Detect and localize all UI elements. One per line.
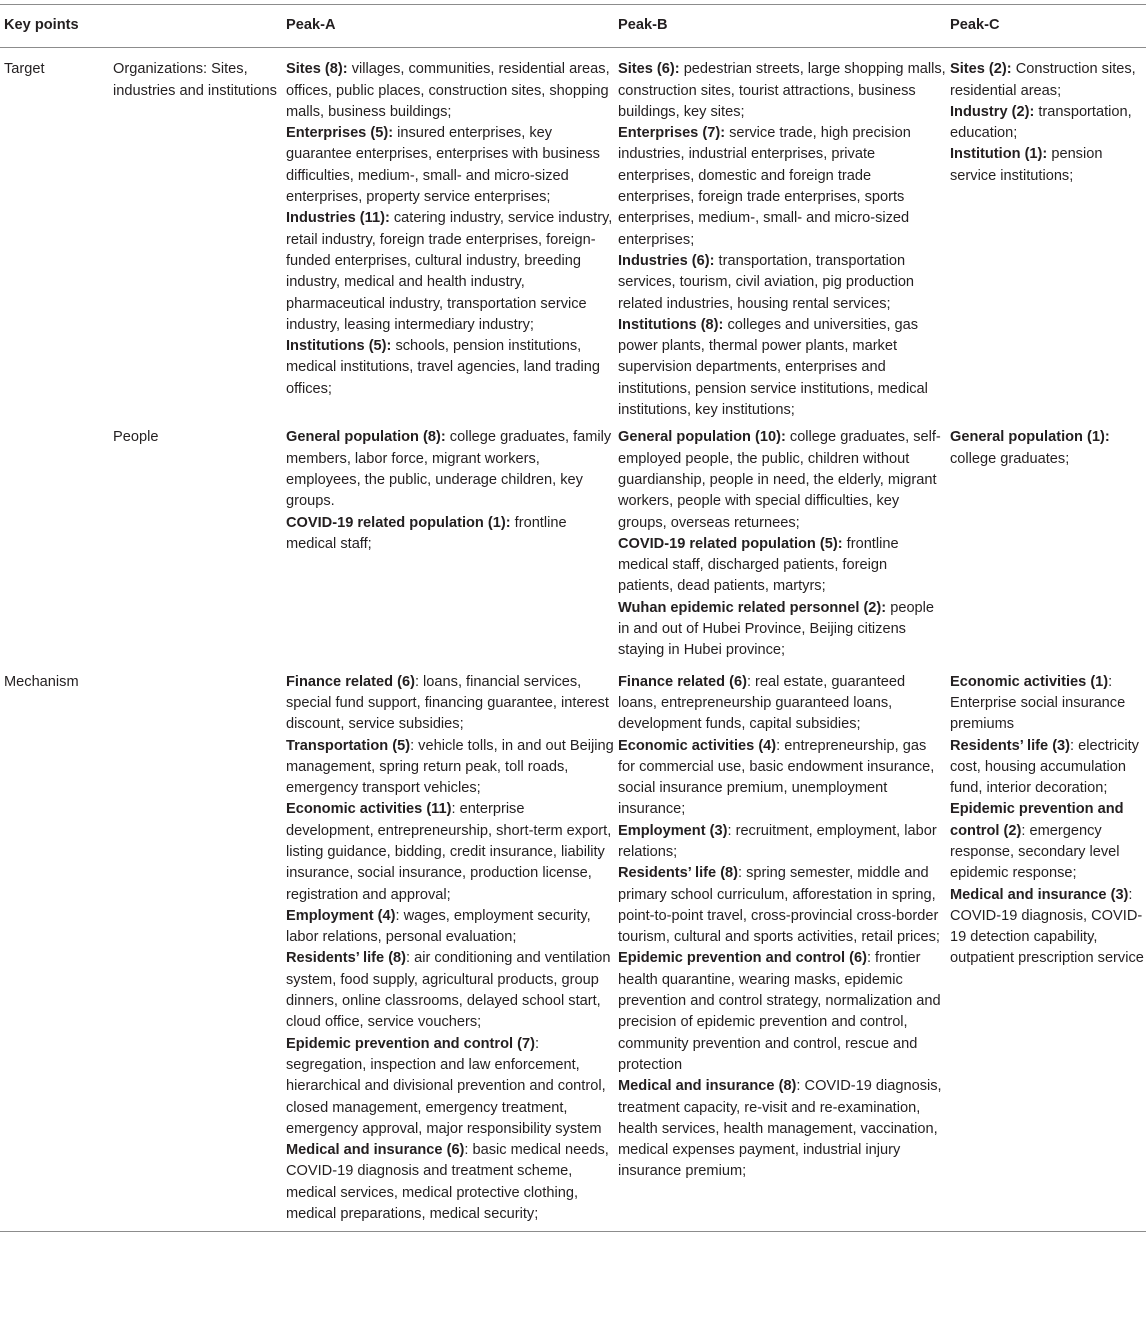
entry-text: frontline medical staff, discharged patients, foreign patients, dead patients, martyrs; xyxy=(618,535,899,595)
header-row xyxy=(0,5,1146,48)
entry-text: : Enterprise social insurance premiums xyxy=(950,673,1126,733)
cell-people-peak-a xyxy=(282,425,614,668)
cell-entry xyxy=(618,821,946,864)
entry-heading: General population (8): xyxy=(286,429,446,446)
cell-entry xyxy=(618,534,946,598)
cell-entry xyxy=(618,736,946,821)
cell-entry xyxy=(286,513,614,556)
cell-entry xyxy=(286,736,614,800)
entry-text: : vehicle tolls, in and out Beijing management, spring return peak, toll roads, emergency transport vehicles; xyxy=(286,737,614,797)
entry-heading: COVID-19 related population (1): xyxy=(286,514,511,531)
entry-heading: Medical and insurance (6) xyxy=(286,1142,465,1159)
entry-heading: Economic activities (1) xyxy=(950,673,1109,690)
entry-heading: Epidemic prevention and control (7) xyxy=(286,1035,535,1052)
cell-entry xyxy=(950,885,1146,970)
entry-text: : frontier health quarantine, wearing masks, epidemic prevention and control strategy, normalization and precision of epidemic prevention and control, community prevention and control, rescue and protection xyxy=(618,950,941,1073)
cell-entry xyxy=(618,59,946,123)
row-label-target: Target xyxy=(4,61,45,78)
table-row-mechanism xyxy=(0,669,1146,1232)
cell-org-peak-c xyxy=(946,48,1146,426)
entry-text: : COVID-19 diagnosis, treatment capacity, re-visit and re-examination, health services, health management, vaccination, medical expenses payment, industrial injury insurance premium; xyxy=(618,1078,942,1180)
entry-text: transportation, transportation services, tourism, civil aviation, pig production related industries, housing rental services; xyxy=(618,252,915,312)
cell-entry xyxy=(286,208,614,336)
cell-mech-peak-b xyxy=(614,669,946,1232)
header-key-points: Key points xyxy=(4,17,79,33)
cell-entry xyxy=(618,948,946,1076)
cell-entry xyxy=(618,1076,946,1182)
entry-heading: General population (10): xyxy=(618,429,786,446)
cell-mech-peak-c xyxy=(946,669,1146,1232)
cell-entry xyxy=(286,59,614,123)
cell-entry xyxy=(950,736,1146,800)
cell-mech-peak-a xyxy=(282,669,614,1232)
entry-heading: COVID-19 related population (5): xyxy=(618,535,843,552)
entry-heading: Epidemic prevention and control (2) xyxy=(950,801,1124,839)
entry-text: : segregation, inspection and law enforcement, hierarchical and divisional prevention and control, closed management, emergency treatment, emergency approval, major responsibility system xyxy=(286,1035,606,1137)
row-sublabel-organizations: Organizations: Sites, industries and institutions xyxy=(113,61,277,99)
entry-heading: Residents’ life (3) xyxy=(950,737,1071,754)
entry-heading: Finance related (6) xyxy=(286,673,415,690)
entry-text: : entrepreneurship, gas for commercial use, basic endowment insurance, social insurance premium, unemployment insurance; xyxy=(618,737,935,818)
entry-heading: Enterprises (5): xyxy=(286,125,394,142)
cell-entry xyxy=(950,672,1146,736)
entry-heading: General population (1): xyxy=(950,429,1110,446)
entry-text: college graduates, self-employed people, the public, children without guardianship, people in need, the elderly, migrant workers, people with special difficulties, key groups, overseas returnees; xyxy=(618,429,941,531)
cell-entry xyxy=(618,598,946,662)
cell-entry xyxy=(286,948,614,1033)
header-blank xyxy=(109,5,282,48)
entry-text: Construction sites, residential areas; xyxy=(950,61,1136,99)
entry-text: pedestrian streets, large shopping malls, construction sites, tourist attractions, business buildings, key sites; xyxy=(618,61,946,120)
row-label-empty xyxy=(0,425,109,668)
cell-entry xyxy=(618,427,946,533)
entry-heading: Employment (3) xyxy=(618,822,728,839)
row-sublabel-people: People xyxy=(113,429,159,446)
entry-heading: Institutions (5): xyxy=(286,338,392,355)
entry-text: : basic medical needs, COVID-19 diagnosis and treatment scheme, medical services, medical protective clothing, medical preparations, medical security; xyxy=(286,1142,609,1223)
entry-text: frontline medical staff; xyxy=(286,514,567,552)
cell-entry xyxy=(286,1034,614,1140)
header-peak-b: Peak-B xyxy=(618,17,668,33)
entry-heading: Transportation (5) xyxy=(286,737,411,754)
cell-entry xyxy=(950,799,1146,884)
table-row-target-people xyxy=(0,425,1146,668)
entry-text: : COVID-19 diagnosis, COVID-19 detection capability, outpatient prescription service xyxy=(950,886,1144,967)
cell-entry xyxy=(286,1140,614,1225)
cell-entry xyxy=(950,144,1146,187)
entry-text: : air conditioning and ventilation system, food supply, agricultural products, group dinners, online classrooms, delayed school start, cloud office, service vouchers; xyxy=(286,950,611,1031)
entry-text: : enterprise development, entrepreneurship, short-term export, listing guidance, bidding, credit insurance, liability insurance, social insurance, production license, registration and approval; xyxy=(286,801,612,903)
entry-heading: Sites (8): xyxy=(286,61,348,78)
cell-entry xyxy=(286,336,614,400)
cell-entry xyxy=(618,863,946,948)
entry-heading: Industry (2): xyxy=(950,103,1035,120)
cell-entry xyxy=(618,315,946,421)
cell-people-peak-b xyxy=(614,425,946,668)
row-sublabel-mechanism xyxy=(109,669,282,1232)
entry-text: transportation, education; xyxy=(950,103,1132,142)
entry-heading: Enterprises (7): xyxy=(618,125,726,142)
entry-heading: Medical and insurance (8) xyxy=(618,1078,797,1095)
header-peak-a: Peak-A xyxy=(286,17,336,33)
entry-heading: Residents’ life (8) xyxy=(618,865,739,882)
entry-text: pension service institutions; xyxy=(950,146,1103,184)
entry-heading: Wuhan epidemic related personnel (2): xyxy=(618,599,887,616)
cell-org-peak-b xyxy=(614,48,946,426)
entry-text: schools, pension institutions, medical institutions, travel agencies, land trading offices; xyxy=(286,338,600,397)
cell-entry xyxy=(950,427,1146,470)
entry-text: : real estate, guaranteed loans, entrepreneurship guaranteed loans, development funds, capital subsidies; xyxy=(618,673,906,733)
cell-entry xyxy=(286,906,614,949)
entry-text: : recruitment, employment, labor relations; xyxy=(618,822,937,860)
cell-people-peak-c xyxy=(946,425,1146,668)
entry-heading: Finance related (6) xyxy=(618,673,747,690)
entry-text: catering industry, service industry, retail industry, foreign trade enterprises, foreign-funded enterprises, cultural industry, breeding industry, medical and health industry, pharmaceutical industry, transportation service industry, leasing intermediary industry; xyxy=(286,210,613,333)
entry-text: : electricity cost, housing accumulation fund, interior decoration; xyxy=(950,737,1139,797)
entry-heading: Economic activities (4) xyxy=(618,737,777,754)
entry-text: college graduates, family members, labor force, migrant workers, employees, the public, underage children, key groups. xyxy=(286,429,612,510)
cell-entry xyxy=(286,799,614,905)
entry-heading: Industries (11): xyxy=(286,210,390,227)
table-row-target-organizations xyxy=(0,48,1146,426)
entry-text: : emergency response, secondary level epidemic response; xyxy=(950,822,1120,882)
entry-heading: Epidemic prevention and control (6) xyxy=(618,950,867,967)
cell-entry xyxy=(618,123,946,251)
cell-entry xyxy=(286,427,614,512)
entry-heading: Institutions (8): xyxy=(618,316,724,333)
entry-text: college graduates; xyxy=(950,450,1070,467)
entry-heading: Institution (1): xyxy=(950,146,1048,163)
entry-text: colleges and universities, gas power plants, thermal power plants, market supervision departments, enterprises and institutions, pension service institutions, medical institutions, key institutions; xyxy=(618,316,928,419)
policy-comparison-table xyxy=(0,4,1146,1232)
entry-heading: Employment (4) xyxy=(286,907,396,924)
entry-text: : loans, financial services, special fund support, financing guarantee, interest discount, service subsidies; xyxy=(286,673,609,733)
entry-text: service trade, high precision industries, industrial enterprises, private enterprises, domestic and foreign trade enterprises, foreign trade enterprises, sports enterprises, medium-, small- and micro-sized enterprises; xyxy=(618,125,911,248)
entry-text: : spring semester, middle and primary school curriculum, afforestation in spring, point-to-point travel, cross-provincial cross-border tourism, cultural and sports activities, retail prices; xyxy=(618,865,940,946)
entry-text: people in and out of Hubei Province, Beijing citizens staying in Hubei province; xyxy=(618,599,935,659)
cell-entry xyxy=(950,59,1146,102)
header-peak-c: Peak-C xyxy=(950,17,1000,33)
entry-text: insured enterprises, key guarantee enterprises, enterprises with business difficulties, medium-, small- and micro-sized enterprises, property service enterprises; xyxy=(286,125,600,206)
cell-org-peak-a xyxy=(282,48,614,426)
entry-heading: Sites (6): xyxy=(618,61,680,78)
entry-heading: Industries (6): xyxy=(618,252,715,269)
cell-entry xyxy=(618,672,946,736)
entry-text: villages, communities, residential areas, offices, public places, construction sites, shopping malls, business buildings; xyxy=(286,61,610,120)
entry-heading: Sites (2): xyxy=(950,61,1012,78)
cell-entry xyxy=(950,102,1146,145)
cell-entry xyxy=(286,672,614,736)
cell-entry xyxy=(618,251,946,315)
entry-text: : wages, employment security, labor relations, personal evaluation; xyxy=(286,907,591,946)
entry-heading: Medical and insurance (3) xyxy=(950,886,1129,903)
cell-entry xyxy=(286,123,614,208)
entry-heading: Economic activities (11) xyxy=(286,801,452,818)
row-label-mechanism: Mechanism xyxy=(4,673,79,690)
entry-heading: Residents’ life (8) xyxy=(286,950,407,967)
